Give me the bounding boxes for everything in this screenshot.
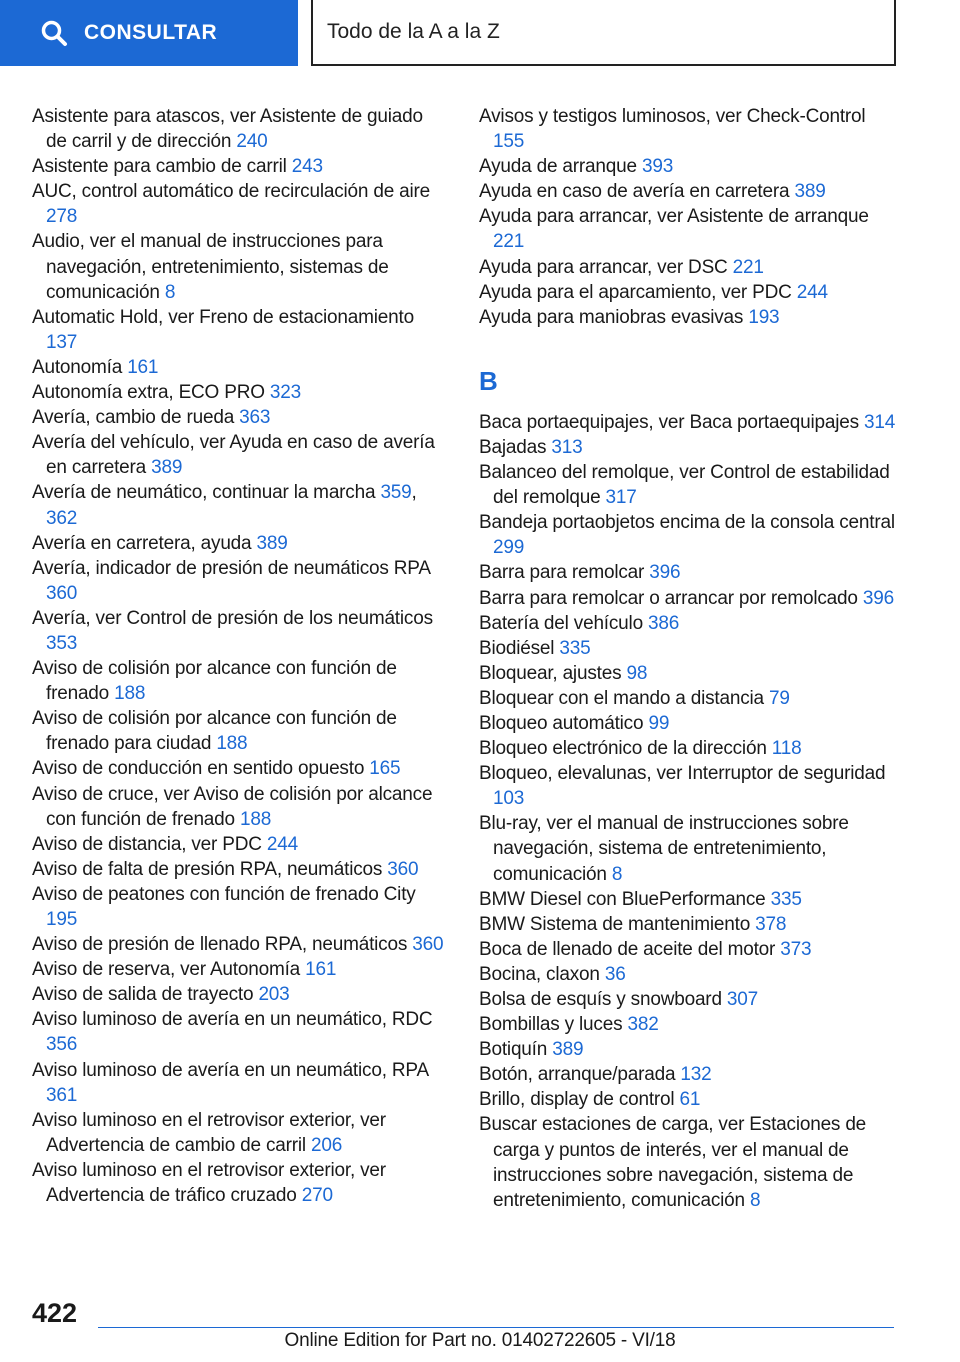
page-link[interactable]: 373 <box>780 938 812 960</box>
index-group-b <box>479 410 899 1213</box>
index-entry <box>32 832 447 857</box>
page-link[interactable]: 396 <box>649 562 681 584</box>
index-entry <box>32 782 447 832</box>
entry-text: Aviso de falta de presión RPA, neumáticos <box>32 858 383 880</box>
entry-text: Ayuda de arranque <box>479 156 637 178</box>
entry-text: Biodiésel <box>479 637 555 659</box>
entry-text: Barra para remolcar <box>479 562 645 584</box>
entry-text: Brillo, display de control <box>479 1089 675 1111</box>
index-entry <box>479 761 899 811</box>
entry-text: Aviso de distancia, ver PDC <box>32 833 262 855</box>
index-entry <box>32 154 447 179</box>
index-entry <box>479 410 899 435</box>
entry-text: Aviso luminoso en el retrovisor exterior, ver Advertencia de cambio de carril <box>32 1109 386 1156</box>
entry-text: Autonomía <box>32 356 123 378</box>
page-link[interactable]: 360 <box>46 582 78 604</box>
entry-text: Baca portaequipajes, ver Baca portaequipajes <box>479 411 859 433</box>
entry-text: Avería, ver Control de presión de los neumáticos <box>32 607 433 629</box>
index-entry <box>32 857 447 882</box>
index-entry <box>479 661 899 686</box>
page-link[interactable]: 378 <box>755 913 787 935</box>
page-link[interactable]: 79 <box>769 687 790 709</box>
page-number: 422 <box>32 1298 78 1328</box>
index-entry <box>479 1112 899 1212</box>
entry-text: Bocina, claxon <box>479 963 600 985</box>
index-entry <box>479 711 899 736</box>
page-link[interactable]: 188 <box>240 808 272 830</box>
page-link[interactable]: 382 <box>627 1014 659 1036</box>
entry-text: Aviso de salida de trayecto <box>32 984 254 1006</box>
entry-text: Asistente para cambio de carril <box>32 156 287 178</box>
index-entry <box>479 636 899 661</box>
index-entry <box>32 305 447 355</box>
index-entry <box>32 656 447 706</box>
page-link[interactable]: 361 <box>46 1084 78 1106</box>
entry-text: Ayuda para el aparcamiento, ver PDC <box>479 281 792 303</box>
page-link[interactable]: 118 <box>771 738 802 760</box>
index-entry <box>32 957 447 982</box>
page-link[interactable]: 137 <box>46 331 78 353</box>
page-link[interactable]: 389 <box>794 181 826 203</box>
index-entry <box>479 460 899 510</box>
page-link[interactable]: 335 <box>770 888 802 910</box>
index-entry <box>479 104 899 154</box>
index-entry <box>479 510 899 560</box>
index-entry <box>479 811 899 886</box>
entry-text: Aviso de peatones con función de frenado City <box>32 883 416 905</box>
index-entry <box>479 937 899 962</box>
index-entry <box>479 962 899 987</box>
page-title: Todo de la A a la Z <box>311 0 896 66</box>
entry-text: Bajadas <box>479 436 547 458</box>
entry-text: Bloqueo, elevalunas, ver Interruptor de seguridad <box>479 763 886 785</box>
index-entry <box>479 255 899 280</box>
page-link[interactable]: 132 <box>680 1064 712 1086</box>
entry-text: Aviso de conducción en sentido opuesto <box>32 758 365 780</box>
index-entry <box>32 104 447 154</box>
entry-text: BMW Sistema de mantenimiento <box>479 913 751 935</box>
page-link[interactable]: 278 <box>46 206 78 228</box>
index-entry <box>479 204 899 254</box>
entry-text: Aviso de cruce, ver Aviso de colisión por alcance con función de frenado <box>32 783 433 830</box>
index-entry <box>32 179 447 229</box>
page-link[interactable]: 353 <box>46 632 78 654</box>
index-entry <box>32 606 447 656</box>
index-entry <box>479 912 899 937</box>
consult-button[interactable] <box>0 0 298 66</box>
page-link[interactable]: 360 <box>412 934 444 956</box>
page-link[interactable]: 270 <box>301 1185 333 1207</box>
entry-text: Avisos y testigos luminosos, ver Check-Control <box>479 106 866 127</box>
index-entry <box>32 982 447 1007</box>
entry-text: Bolsa de esquís y snowboard <box>479 989 722 1010</box>
page-link[interactable]: 244 <box>266 833 298 855</box>
entry-text: Bloqueo automático <box>479 712 644 734</box>
page-link[interactable]: 356 <box>46 1034 78 1056</box>
page-link[interactable]: 363 <box>239 407 271 429</box>
entry-text: Balanceo del remolque, ver Control de estabilidad del remolque <box>479 462 890 509</box>
entry-text: Asistente para atascos, ver Asistente de guiado de carril y de dirección <box>32 106 423 153</box>
page-link[interactable]: 335 <box>559 637 591 659</box>
index-entry <box>479 686 899 711</box>
entry-text: Avería del vehículo, ver Ayuda en caso de avería en carretera <box>32 432 435 479</box>
page-link[interactable]: 203 <box>258 984 290 1006</box>
index-entry <box>32 1158 447 1208</box>
index-entry <box>479 586 899 611</box>
index-entry <box>479 435 899 460</box>
page-link[interactable]: 221 <box>732 256 764 278</box>
entry-text: Audio, ver el manual de instrucciones para navegación, entretenimiento, sistemas de comunicación <box>32 231 389 303</box>
footer-edition: Online Edition for Part no. 01402722605 - VI/18 <box>284 1330 676 1351</box>
index-entry <box>479 987 899 1012</box>
page-link[interactable]: 195 <box>46 909 78 930</box>
page-link[interactable]: 161 <box>127 356 159 378</box>
entry-text: Avería en carretera, ayuda <box>32 532 252 554</box>
entry-text: Aviso luminoso en el retrovisor exterior, ver Advertencia de tráfico cruzado <box>32 1159 386 1207</box>
index-entry <box>479 736 899 761</box>
index-entry <box>479 560 899 585</box>
index-entry <box>32 1108 447 1158</box>
entry-text: Blu-ray, ver el manual de instrucciones sobre navegación, sistema de entretenimiento, comunicación <box>479 813 849 885</box>
entry-text: Barra para remolcar o arrancar por remolcado <box>479 587 858 609</box>
index-entry <box>32 380 447 405</box>
entry-text: Ayuda en caso de avería en carretera <box>479 181 790 203</box>
entry-text: BMW Diesel con BluePerformance <box>479 888 766 910</box>
index-entry <box>479 611 899 636</box>
index-entry <box>479 1062 899 1087</box>
page-link[interactable]: 99 <box>648 712 670 734</box>
page-link[interactable]: 299 <box>493 537 525 559</box>
page-link[interactable]: 389 <box>552 1039 584 1061</box>
index-entry <box>32 556 447 606</box>
entry-text: Avería de neumático, continuar la marcha <box>32 482 376 504</box>
page-link[interactable]: 389 <box>151 457 183 479</box>
index-entry <box>479 1087 899 1112</box>
index-entry <box>479 179 899 204</box>
entry-text: Avería, cambio de rueda <box>32 407 235 429</box>
page-link[interactable]: 317 <box>605 487 637 509</box>
page-link[interactable]: 8 <box>164 281 176 303</box>
page-link[interactable]: 359 <box>380 482 412 504</box>
entry-text: Buscar estaciones de carga, ver Estaciones de carga y puntos de interés, ver el manual de instrucciones sobre navegación, sistema de entretenimiento, comunicación <box>479 1114 867 1211</box>
entry-text: Aviso de presión de llenado RPA, neumáticos <box>32 934 408 956</box>
index-column-left <box>32 104 447 1208</box>
page-link[interactable]: 244 <box>796 281 828 303</box>
index-column-right <box>479 104 899 1213</box>
page-link[interactable]: 360 <box>387 858 419 880</box>
index-entry <box>479 887 899 912</box>
entry-text: Ayuda para arrancar, ver Asistente de arranque <box>479 206 869 228</box>
index-entry <box>32 756 447 781</box>
entry-text: Aviso luminoso de avería en un neumático, RPA <box>32 1059 428 1081</box>
page-link[interactable]: 36 <box>604 963 626 985</box>
section-letter: B <box>479 365 498 396</box>
index-entry <box>32 531 447 556</box>
page-link[interactable]: 8 <box>611 863 623 885</box>
page-link[interactable]: 161 <box>305 959 337 981</box>
page-link[interactable]: 206 <box>311 1134 343 1156</box>
entry-text: Bandeja portaobjetos encima de la consola central <box>479 512 895 534</box>
entry-text: Botón, arranque/parada <box>479 1064 676 1086</box>
page-link[interactable]: 188 <box>114 683 146 705</box>
page-link[interactable]: 393 <box>641 156 674 178</box>
page-link[interactable]: 307 <box>726 989 759 1010</box>
entry-text: Boca de llenado de aceite del motor <box>479 938 776 960</box>
page-link[interactable]: 103 <box>493 788 525 810</box>
entry-text: Aviso de colisión por alcance con función de frenado <box>32 658 397 705</box>
entry-text: Bloquear con el mando a distancia <box>479 687 764 709</box>
footer-divider <box>98 1327 894 1328</box>
index-entry <box>32 430 447 480</box>
index-entry <box>32 1058 447 1108</box>
consult-label: CONSULTAR <box>84 21 218 44</box>
entry-text: Batería del vehículo <box>479 612 643 634</box>
page-link[interactable]: 240 <box>236 131 268 153</box>
entry-text: Bloquear, ajustes <box>479 662 622 684</box>
header <box>0 0 960 66</box>
index-entry <box>32 405 447 430</box>
entry-text: Ayuda para arrancar, ver DSC <box>479 256 728 278</box>
page-link[interactable]: 389 <box>256 532 288 554</box>
entry-text: Autonomía extra, ECO PRO <box>32 382 265 404</box>
index-group-a <box>479 104 899 330</box>
page-link[interactable]: 314 <box>864 411 896 433</box>
page-link[interactable]: 61 <box>679 1089 701 1111</box>
index-entry <box>32 1007 447 1057</box>
page-link[interactable]: 313 <box>551 436 583 458</box>
index-entry <box>479 154 899 179</box>
entry-text: Avería, indicador de presión de neumáticos RPA <box>32 557 430 579</box>
index-entry: Avería de neumático, continuar la marcha 359, 362 <box>32 482 417 529</box>
page-link[interactable]: 98 <box>626 662 648 684</box>
search-icon <box>40 19 68 47</box>
index-entry <box>479 305 899 330</box>
index-entry <box>32 706 447 756</box>
entry-text: Aviso de colisión por alcance con función de frenado para ciudad <box>32 708 397 755</box>
index-entry <box>479 1037 899 1062</box>
entry-text: AUC, control automático de recirculación de aire <box>32 181 431 203</box>
entry-text: Ayuda para maniobras evasivas <box>479 306 744 328</box>
index-entry <box>479 280 899 305</box>
page-link[interactable]: 221 <box>493 231 525 253</box>
entry-text: Aviso luminoso de avería en un neumático, RDC <box>32 1009 433 1031</box>
page-link[interactable]: 188 <box>216 733 248 755</box>
index-entry <box>32 355 447 380</box>
page-link[interactable]: 396 <box>862 587 894 609</box>
entry-text: Botiquín <box>479 1039 548 1061</box>
entry-text: Bombillas y luces <box>479 1014 623 1036</box>
index-entry <box>32 882 447 932</box>
page-link[interactable]: 362 <box>46 507 78 529</box>
entry-text: Automatic Hold, ver Freno de estacionamiento <box>32 306 414 328</box>
index-entry <box>32 229 447 304</box>
index-entry <box>479 1012 899 1037</box>
page-link[interactable]: 323 <box>269 382 301 404</box>
page-link[interactable]: 8 <box>750 1189 761 1211</box>
page-link[interactable]: 165 <box>369 758 401 780</box>
page-link[interactable]: 243 <box>291 156 323 178</box>
page-link[interactable]: 155 <box>493 131 525 153</box>
page-link[interactable]: 386 <box>648 612 680 634</box>
entry-text: Bloqueo electrónico de la dirección <box>479 738 767 760</box>
page-link[interactable]: 193 <box>748 306 780 328</box>
index-entry <box>32 932 447 957</box>
entry-text: Aviso de reserva, ver Autonomía <box>32 959 301 981</box>
